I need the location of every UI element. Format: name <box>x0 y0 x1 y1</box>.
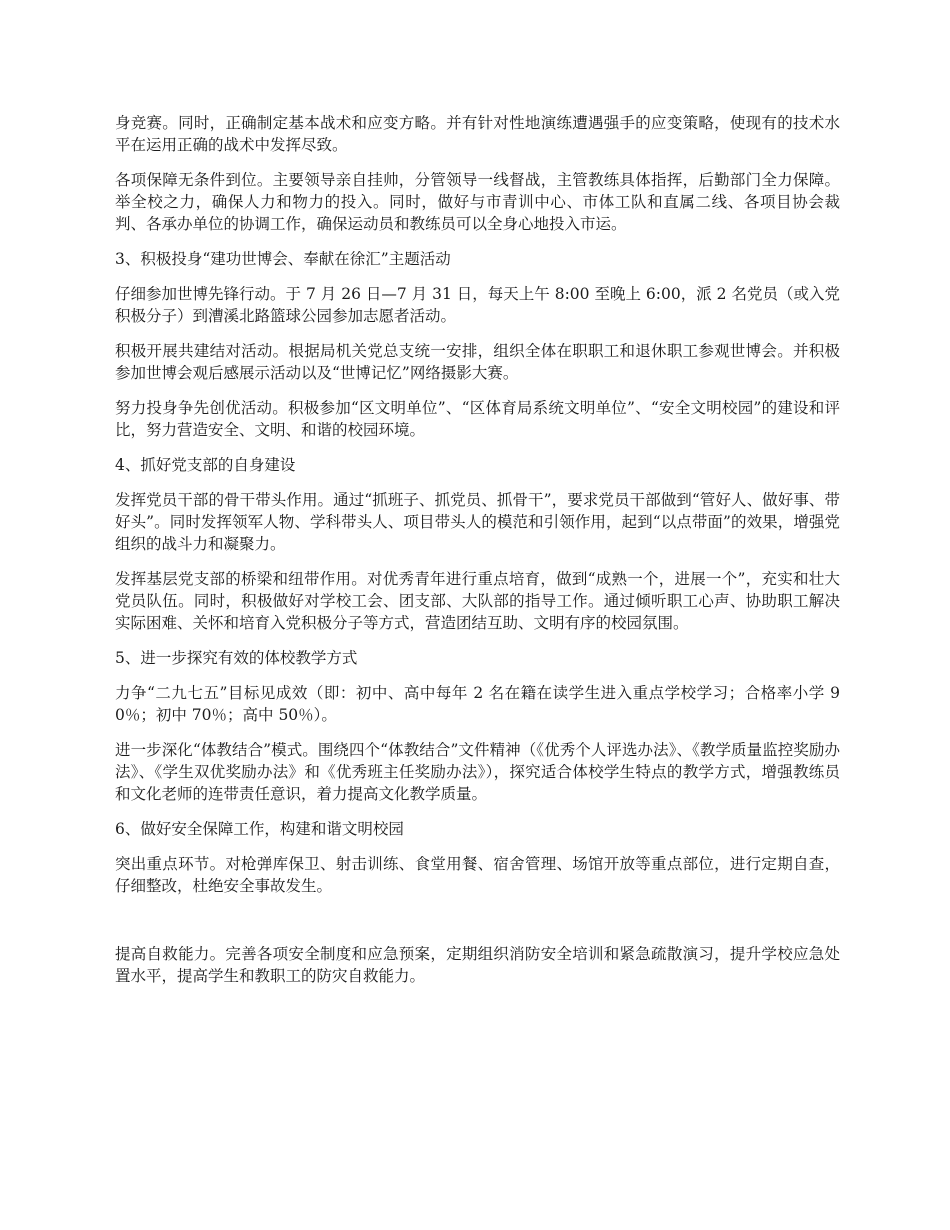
paragraph-2975-goal: 力争“二九七五”目标见成效（即：初中、高中每年 2 名在籍在读学生进入重点学校学习；合格率小学 90％；初中 70％；高中 50％）。 <box>115 684 840 724</box>
paragraph-joint-building: 积极开展共建结对活动。根据局机关党总支统一安排，组织全体在职职工和退休职工参观世博会。并积极参加世博会观后感展示活动以及“世博记忆”网络摄影大赛。 <box>115 342 840 382</box>
section-heading-6: 6、做好安全保障工作，构建和谐文明校园 <box>115 820 404 838</box>
paragraph-self-rescue: 提高自救能力。完善各项安全制度和应急预案，定期组织消防安全培训和紧急疏散演习，提升学校应急处置水平，提高学生和教职工的防灾自救能力。 <box>115 945 840 985</box>
paragraph-party-branch-bridge: 发挥基层党支部的桥梁和纽带作用。对优秀青年进行重点培育，做到“成熟一个，进展一个”，充实和壮大党员队伍。同时，积极做好对学校工会、团支部、大队部的指导工作。通过倾听职工心声、协助职工解决实际困难、关怀和培育入党积极分子等方式，营造团结互助、文明有序的校园氛围。 <box>115 570 840 632</box>
section-heading-5: 5、进一步探究有效的体校教学方式 <box>115 649 358 667</box>
document-body <box>115 112 840 1000</box>
paragraph-expo-volunteer: 仔细参加世博先锋行动。于 7 月 26 日—7 月 31 日，每天上午 8:00 至晚上 6:00，派 2 名党员（或入党积极分子）到漕溪北路篮球公园参加志愿者活动。 <box>115 285 840 325</box>
paragraph-key-links: 突出重点环节。对枪弹库保卫、射击训练、食堂用餐、宿舍管理、场馆开放等重点部位，进行定期自查，仔细整改，杜绝安全事故发生。 <box>115 855 840 895</box>
section-heading-4: 4、抓好党支部的自身建设 <box>115 456 296 474</box>
blank-gap <box>115 910 840 943</box>
paragraph-training-strategy: 身竞赛。同时，正确制定基本战术和应变方略。并有针对性地演练遭遇强手的应变策略，使现有的技术水平在运用正确的战术中发挥尽致。 <box>115 114 840 154</box>
paragraph-party-cadres: 发挥党员干部的骨干带头作用。通过“抓班子、抓党员、抓骨干”，要求党员干部做到“管好人、做好事、带好头”。同时发挥领军人物、学科带头人、项目带头人的模范和引领作用，起到“以点带面”的效果，增强党组织的战斗力和凝聚力。 <box>115 491 840 553</box>
paragraph-excellence-campaign: 努力投身争先创优活动。积极参加“区文明单位”、“区体育局系统文明单位”、“安全文明校园”的建设和评比，努力营造安全、文明、和谐的校园环境。 <box>115 399 840 439</box>
section-heading-3: 3、积极投身“建功世博会、奉献在徐汇”主题活动 <box>115 250 451 268</box>
paragraph-support-guarantee: 各项保障无条件到位。主要领导亲自挂帅，分管领导一线督战，主管教练具体指挥，后勤部门全力保障。举全校之力，确保人力和物力的投入。同时，做好与市青训中心、市体工队和直属二线、各项目协会裁判、各承办单位的协调工作，确保运动员和教练员可以全身心地投入市运。 <box>115 171 840 233</box>
paragraph-sports-education: 进一步深化“体教结合”模式。围绕四个“体教结合”文件精神（《优秀个人评选办法》、《教学质量监控奖励办法》、《学生双优奖励办法》和《优秀班主任奖励办法》），探究适合体校学生特点的教学方式，增强教练员和文化老师的连带责任意识，着力提高文化教学质量。 <box>115 741 840 803</box>
